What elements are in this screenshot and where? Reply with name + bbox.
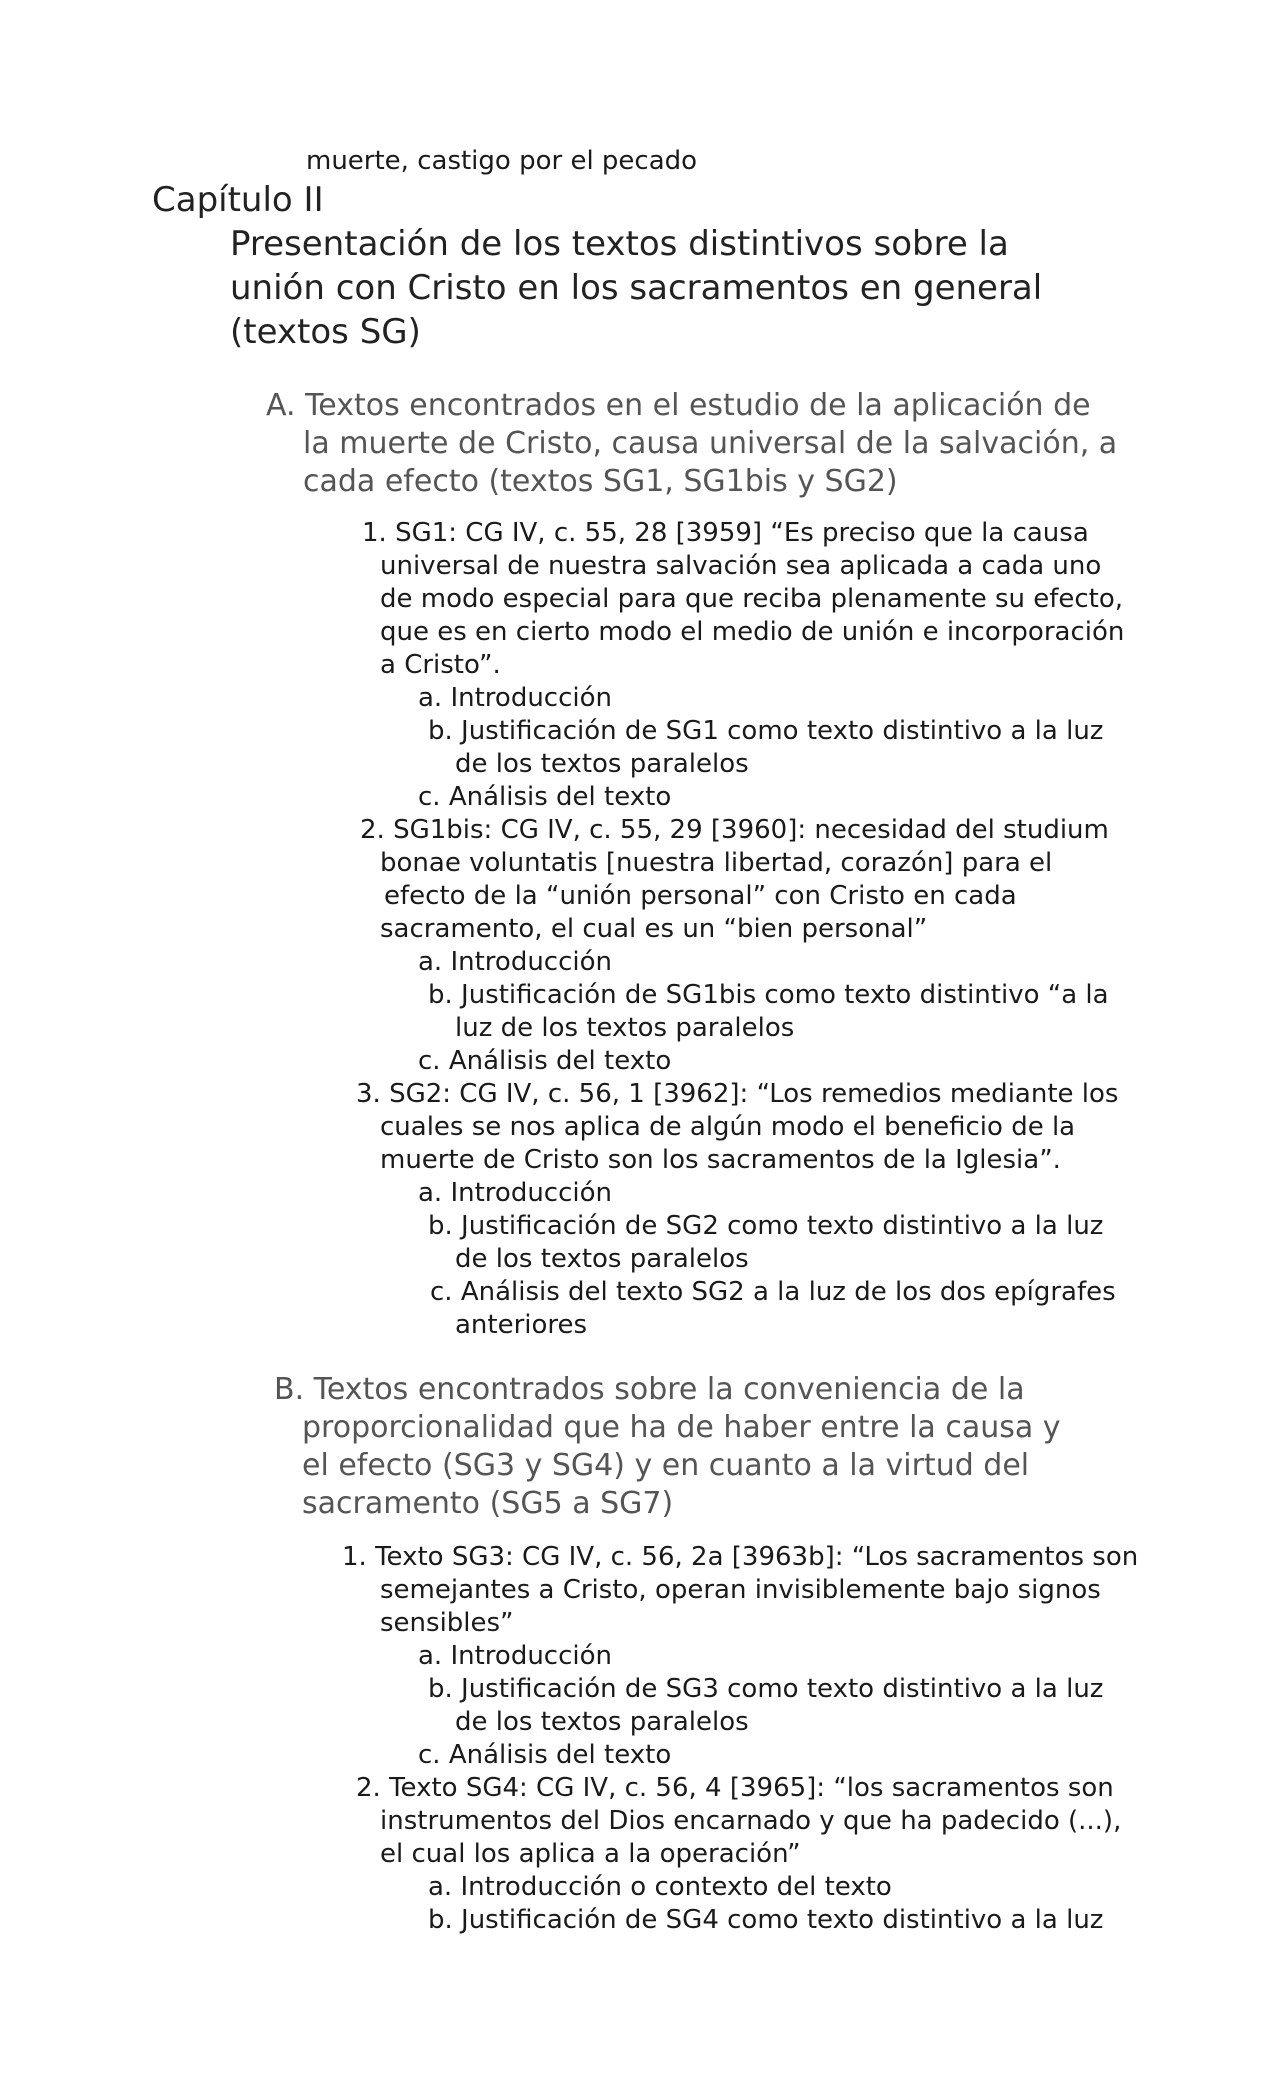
sub-item: anteriores: [455, 1310, 588, 1340]
section-b-heading: proporcionalidad que ha de haber entre la causa y: [302, 1410, 1061, 1445]
sub-item: de los textos paralelos: [455, 1244, 749, 1274]
list-item-text: sacramento, el cual es un “bien personal”: [380, 914, 928, 944]
sub-item: a. Introducción: [418, 1641, 613, 1671]
chapter-title-line: unión con Cristo en los sacramentos en general: [230, 268, 1043, 308]
list-item-text: muerte de Cristo son los sacramentos de la Iglesia”.: [380, 1145, 1061, 1175]
section-a-heading: la muerte de Cristo, causa universal de la salvación, a: [303, 426, 1118, 461]
list-item-text: universal de nuestra salvación sea aplicada a cada uno: [380, 551, 1102, 581]
list-item-text: 2. SG1bis: CG IV, c. 55, 29 [3960]: necesidad del studium: [360, 815, 1109, 845]
sub-item: b. Justificación de SG4 como texto distintivo a la luz: [428, 1905, 1104, 1935]
chapter-title-line: Presentación de los textos distintivos sobre la: [230, 224, 1009, 264]
sub-item: a. Introducción o contexto del texto: [428, 1872, 892, 1902]
sub-item: a. Introducción: [418, 1178, 613, 1208]
list-item-text: sensibles”: [380, 1608, 514, 1638]
list-item-text: de modo especial para que reciba plenamente su efecto,: [380, 584, 1124, 614]
sub-item: c. Análisis del texto: [418, 1740, 672, 1770]
list-item-text: instrumentos del Dios encarnado y que ha padecido (...),: [380, 1806, 1122, 1836]
list-item-text: cuales se nos aplica de algún modo el beneficio de la: [380, 1112, 1076, 1142]
list-item-text: 3. SG2: CG IV, c. 56, 1 [3962]: “Los remedios mediante los: [356, 1079, 1119, 1109]
list-item-text: el cual los aplica a la operación”: [380, 1839, 801, 1869]
chapter-title-line: (textos SG): [230, 312, 421, 352]
sub-item: a. Introducción: [418, 947, 613, 977]
section-a-heading: cada efecto (textos SG1, SG1bis y SG2): [303, 464, 898, 499]
list-item-text: bonae voluntatis [nuestra libertad, corazón] para el: [380, 848, 1053, 878]
section-b-heading: B. Textos encontrados sobre la conveniencia de la: [274, 1372, 1025, 1407]
sub-item: a. Introducción: [418, 683, 613, 713]
sub-item: c. Análisis del texto SG2 a la luz de los dos epígrafes: [430, 1277, 1116, 1307]
sub-item: b. Justificación de SG1 como texto distintivo a la luz: [428, 716, 1104, 746]
list-item-text: efecto de la “unión personal” con Cristo en cada: [384, 881, 1017, 911]
list-item-text: que es en cierto modo el medio de unión e incorporación: [380, 617, 1125, 647]
section-a-heading: A. Textos encontrados en el estudio de la aplicación de: [266, 388, 1091, 423]
list-item-text: 1. SG1: CG IV, c. 55, 28 [3959] “Es preciso que la causa: [362, 518, 1089, 548]
sub-item: b. Justificación de SG2 como texto distintivo a la luz: [428, 1211, 1104, 1241]
sub-item: b. Justificación de SG3 como texto distintivo a la luz: [428, 1674, 1104, 1704]
list-item-text: 1. Texto SG3: CG IV, c. 56, 2a [3963b]: “Los sacramentos son: [342, 1542, 1139, 1572]
sub-item: c. Análisis del texto: [418, 782, 672, 812]
sub-item: de los textos paralelos: [455, 749, 749, 779]
list-item-text: semejantes a Cristo, operan invisiblemente bajo signos: [380, 1575, 1101, 1605]
section-b-heading: sacramento (SG5 a SG7): [302, 1486, 674, 1521]
sub-item: b. Justificación de SG1bis como texto distintivo “a la: [428, 980, 1109, 1010]
list-item-text: a Cristo”.: [380, 650, 501, 680]
section-b-heading: el efecto (SG3 y SG4) y en cuanto a la virtud del: [302, 1448, 1030, 1483]
sub-item: c. Análisis del texto: [418, 1046, 672, 1076]
chapter-heading: Capítulo II: [152, 180, 324, 220]
sub-item: luz de los textos paralelos: [455, 1013, 795, 1043]
list-item-text: 2. Texto SG4: CG IV, c. 56, 4 [3965]: “los sacramentos son: [356, 1773, 1114, 1803]
top-line: muerte, castigo por el pecado: [306, 146, 698, 176]
sub-item: de los textos paralelos: [455, 1707, 749, 1737]
